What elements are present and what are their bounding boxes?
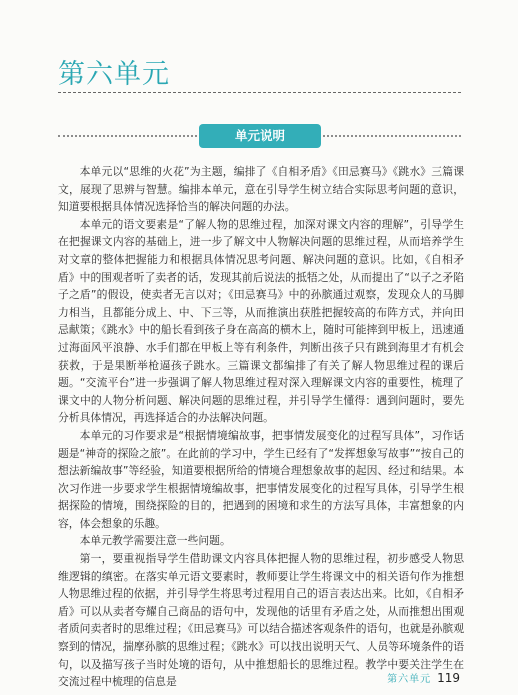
section-label: 单元说明 [199, 124, 321, 148]
unit-title: 第六单元 [58, 59, 170, 90]
paragraph: 本单元的语文要素是“了解人物的思维过程，加深对课文内容的理解”，引导学生在把握课文内容的基础上，进一步了解文中人物解决问题的思维过程，从而培养学生对文章的整体把握能力和根据具体情况思考问题、解决问题的意识。比如，《自相矛盾》中的围观者听了卖者的话，发现其前后说法的抵牾之处，从而提出了“以子之矛陷子之盾”的假设，使卖者无言以对；《田忌赛马》中的孙膑通过观察，发现众人的马脚力相当，且都能分成上、中、下三等，从而推演出获胜把握较高的布阵方式，并向田忌献策；《跳水》中的船长看到孩子身在高高的横木上，随时可能摔到甲板上，迅速通过海面风平浪静、水手们都在甲板上等有利条件，判断出孩子只有跳到海里才有机会获救，于是果断举枪逼孩子跳水。三篇课文都编排了有关了解人物思维过程的课后题。“交流平台”进一步强调了解人物思维过程对深入理解课文内容的重要性，梳理了课文中的人物分析问题、解决问题的思维过程，并引导学生懂得：遇到问题时，要先分析具体情况，再选择适合的办法解决问题。 [58, 217, 464, 425]
paragraph: 第一，要重视指导学生借助课文内容具体把握人物的思维过程，初步感受人物思维逻辑的缜密。在落实单元语文要素时，教师要让学生将课文中的相关语句作为推想人物思维过程的依据，并引导学生将思考过程用自己的语言表达出来。比如，《自相矛盾》可以从卖者夸耀自己商品的语句中，发现他的话里有矛盾之处，从而推想出围观者质问卖者时的思维过程；《田忌赛马》可以结合描述客观条件的语句，也就是孙膑观察到的情况，揣摩孙膑的思维过程；《跳水》可以找出说明天气、人员等环境条件的语句，以及描写孩子当时处境的语句，从中推想船长的思维过程。教学中要关注学生在交流过程中梳理的信息是 [58, 552, 464, 689]
page-number: 119 [437, 671, 460, 685]
paragraph: 本单元以“思维的火花”为主题，编排了《自相矛盾》《田忌赛马》《跳水》三篇课文，展现了思辨与智慧。编排本单元，意在引导学生树立结合实际思考问题的意识，知道要根据具体情况选择恰当的解决问题的办法。 [58, 165, 464, 214]
paragraph: 本单元的习作要求是“根据情境编故事，把事情发展变化的过程写具体”，习作话题是“神奇的探险之旅”。在此前的学习中，学生已经有了“发挥想象写故事”“按自己的想法新编故事”等经验，知道要根据所给的情境合理想象故事的起因、经过和结果。本次习作进一步要求学生根据情境编故事，把事情发展变化的过程写具体，引导学生根据探险的情境，围绕探险的目的，把遇到的困境和求生的方法写具体，丰富想象的内容，体会想象的乐趣。 [58, 428, 464, 530]
footer-unit-label: 第六单元 [387, 674, 432, 685]
body-text [58, 163, 464, 691]
paragraph: 本单元教学需要注意一些问题。 [79, 534, 231, 548]
title-divider [58, 92, 461, 93]
page-footer [387, 670, 460, 685]
section-header [58, 124, 461, 148]
